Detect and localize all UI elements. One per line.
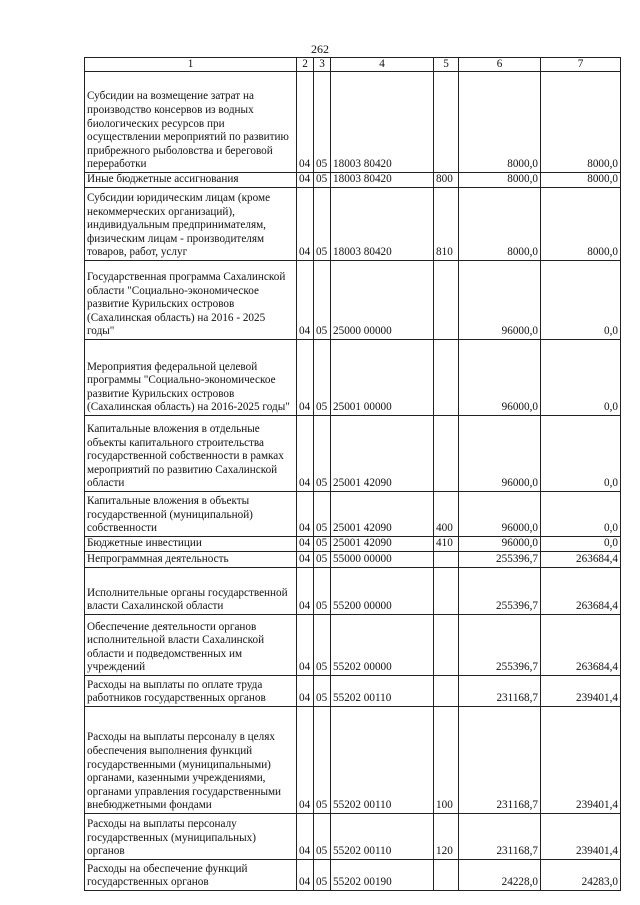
row-value-col7: 0,0	[541, 492, 621, 537]
row-name: Капитальные вложения в отдельные объекты капитального строительства государственной собственности в рамках мероприятий по развитию Сахалинской области	[85, 416, 297, 492]
row-name: Субсидии на возмещение затрат на производство консервов из водных биологических ресурсов при осуществлении мероприятий по развитию прибрежного рыболовства и береговой переработки	[85, 72, 297, 173]
table-row	[85, 568, 621, 615]
row-expense-type	[434, 416, 459, 492]
row-subsection: 05	[314, 676, 331, 707]
row-target-code: 18003 80420	[331, 173, 434, 188]
header-col-7: 7	[541, 58, 621, 72]
row-value-col6: 8000,0	[459, 173, 541, 188]
row-section: 04	[297, 340, 314, 416]
row-target-code: 55202 00000	[331, 615, 434, 676]
row-value-col6: 8000,0	[459, 72, 541, 173]
header-row	[85, 58, 621, 72]
row-value-col7: 263684,4	[541, 568, 621, 615]
row-value-col6: 8000,0	[459, 188, 541, 261]
row-expense-type	[434, 72, 459, 173]
row-name: Непрограммная деятельность	[85, 552, 297, 568]
table-row	[85, 173, 621, 188]
row-name: Исполнительные органы государственной власти Сахалинской области	[85, 568, 297, 615]
table-row	[85, 537, 621, 552]
row-target-code: 25001 42090	[331, 492, 434, 537]
row-section: 04	[297, 261, 314, 340]
row-value-col6: 96000,0	[459, 537, 541, 552]
row-section: 04	[297, 676, 314, 707]
row-expense-type	[434, 340, 459, 416]
row-value-col6: 255396,7	[459, 568, 541, 615]
row-section: 04	[297, 72, 314, 173]
row-section: 04	[297, 814, 314, 860]
row-section: 04	[297, 615, 314, 676]
row-value-col6: 231168,7	[459, 676, 541, 707]
row-value-col7: 263684,4	[541, 615, 621, 676]
row-name: Субсидии юридическим лицам (кроме некоммерческих организаций), индивидуальным предпринимателям, физическим лицам - производителям товаров, работ, услуг	[85, 188, 297, 261]
row-target-code: 18003 80420	[331, 188, 434, 261]
row-expense-type	[434, 552, 459, 568]
table-row	[85, 814, 621, 860]
page-number: 262	[311, 42, 329, 56]
row-subsection: 05	[314, 261, 331, 340]
row-section: 04	[297, 552, 314, 568]
row-subsection: 05	[314, 188, 331, 261]
row-subsection: 05	[314, 814, 331, 860]
row-section: 04	[297, 492, 314, 537]
row-name: Расходы на выплаты персоналу в целях обеспечения выполнения функций государственными (муниципальными) органами, казенными учреждениями, органами управления государственными внебюджетными фондами	[85, 707, 297, 814]
row-subsection: 05	[314, 416, 331, 492]
header-col-4: 4	[331, 58, 434, 72]
row-value-col7: 239401,4	[541, 676, 621, 707]
table-row	[85, 188, 621, 261]
row-value-col7: 8000,0	[541, 173, 621, 188]
row-section: 04	[297, 188, 314, 261]
row-value-col7: 0,0	[541, 261, 621, 340]
row-value-col7: 24283,0	[541, 860, 621, 891]
row-name: Капитальные вложения в объекты государственной (муниципальной) собственности	[85, 492, 297, 537]
row-target-code: 55200 00000	[331, 568, 434, 615]
table-row	[85, 707, 621, 814]
table-row	[85, 261, 621, 340]
table-row	[85, 492, 621, 537]
row-subsection: 05	[314, 340, 331, 416]
row-target-code: 55202 00110	[331, 676, 434, 707]
row-section: 04	[297, 416, 314, 492]
row-value-col6: 96000,0	[459, 261, 541, 340]
table-row	[85, 72, 621, 173]
row-expense-type: 800	[434, 173, 459, 188]
row-value-col6: 96000,0	[459, 340, 541, 416]
row-section: 04	[297, 860, 314, 891]
row-value-col6: 255396,7	[459, 552, 541, 568]
row-subsection: 05	[314, 860, 331, 891]
row-name: Расходы на выплаты персоналу государственных (муниципальных) органов	[85, 814, 297, 860]
row-value-col7: 239401,4	[541, 814, 621, 860]
row-value-col6: 231168,7	[459, 814, 541, 860]
row-section: 04	[297, 537, 314, 552]
row-subsection: 05	[314, 707, 331, 814]
row-name: Иные бюджетные ассигнования	[85, 173, 297, 188]
row-section: 04	[297, 173, 314, 188]
header-col-5: 5	[434, 58, 459, 72]
row-subsection: 05	[314, 615, 331, 676]
row-value-col7: 8000,0	[541, 72, 621, 173]
row-target-code: 55202 00190	[331, 860, 434, 891]
row-target-code: 25001 00000	[331, 340, 434, 416]
table-row	[85, 552, 621, 568]
row-expense-type: 100	[434, 707, 459, 814]
header-col-2: 2	[297, 58, 314, 72]
row-value-col7: 8000,0	[541, 188, 621, 261]
row-expense-type: 410	[434, 537, 459, 552]
row-value-col6: 96000,0	[459, 416, 541, 492]
row-subsection: 05	[314, 72, 331, 173]
row-value-col7: 0,0	[541, 416, 621, 492]
table-row	[85, 676, 621, 707]
row-expense-type	[434, 261, 459, 340]
row-name: Мероприятия федеральной целевой программы "Социально-экономическое развитие Курильских островов (Сахалинская область) на 2016-2025 годы"	[85, 340, 297, 416]
row-subsection: 05	[314, 552, 331, 568]
row-value-col7: 0,0	[541, 340, 621, 416]
row-target-code: 25001 42090	[331, 416, 434, 492]
row-subsection: 05	[314, 492, 331, 537]
row-target-code: 55202 00110	[331, 814, 434, 860]
row-expense-type	[434, 615, 459, 676]
row-name: Расходы на обеспечение функций государственных органов	[85, 860, 297, 891]
row-target-code: 55000 00000	[331, 552, 434, 568]
row-name: Бюджетные инвестиции	[85, 537, 297, 552]
row-target-code: 55202 00110	[331, 707, 434, 814]
row-subsection: 05	[314, 568, 331, 615]
header-col-1: 1	[85, 58, 297, 72]
row-expense-type: 810	[434, 188, 459, 261]
row-subsection: 05	[314, 173, 331, 188]
row-expense-type	[434, 860, 459, 891]
row-name: Государственная программа Сахалинской области "Социально-экономическое развитие Курильских островов (Сахалинская область) на 2016 - 2025 годы"	[85, 261, 297, 340]
row-value-col6: 255396,7	[459, 615, 541, 676]
row-target-code: 25000 00000	[331, 261, 434, 340]
table-row	[85, 416, 621, 492]
row-expense-type	[434, 676, 459, 707]
row-subsection: 05	[314, 537, 331, 552]
row-target-code: 18003 80420	[331, 72, 434, 173]
table-row	[85, 860, 621, 891]
table-row	[85, 615, 621, 676]
row-section: 04	[297, 568, 314, 615]
row-name: Расходы на выплаты по оплате труда работников государственных органов	[85, 676, 297, 707]
budget-table	[84, 57, 621, 891]
row-target-code: 25001 42090	[331, 537, 434, 552]
row-expense-type	[434, 568, 459, 615]
header-col-6: 6	[459, 58, 541, 72]
header-col-3: 3	[314, 58, 331, 72]
row-expense-type: 400	[434, 492, 459, 537]
row-value-col6: 231168,7	[459, 707, 541, 814]
row-value-col7: 239401,4	[541, 707, 621, 814]
row-value-col7: 263684,4	[541, 552, 621, 568]
row-value-col6: 24228,0	[459, 860, 541, 891]
row-expense-type: 120	[434, 814, 459, 860]
row-value-col7: 0,0	[541, 537, 621, 552]
row-section: 04	[297, 707, 314, 814]
row-name: Обеспечение деятельности органов исполнительной власти Сахалинской области и подведомственных им учреждений	[85, 615, 297, 676]
table-row	[85, 340, 621, 416]
row-value-col6: 96000,0	[459, 492, 541, 537]
